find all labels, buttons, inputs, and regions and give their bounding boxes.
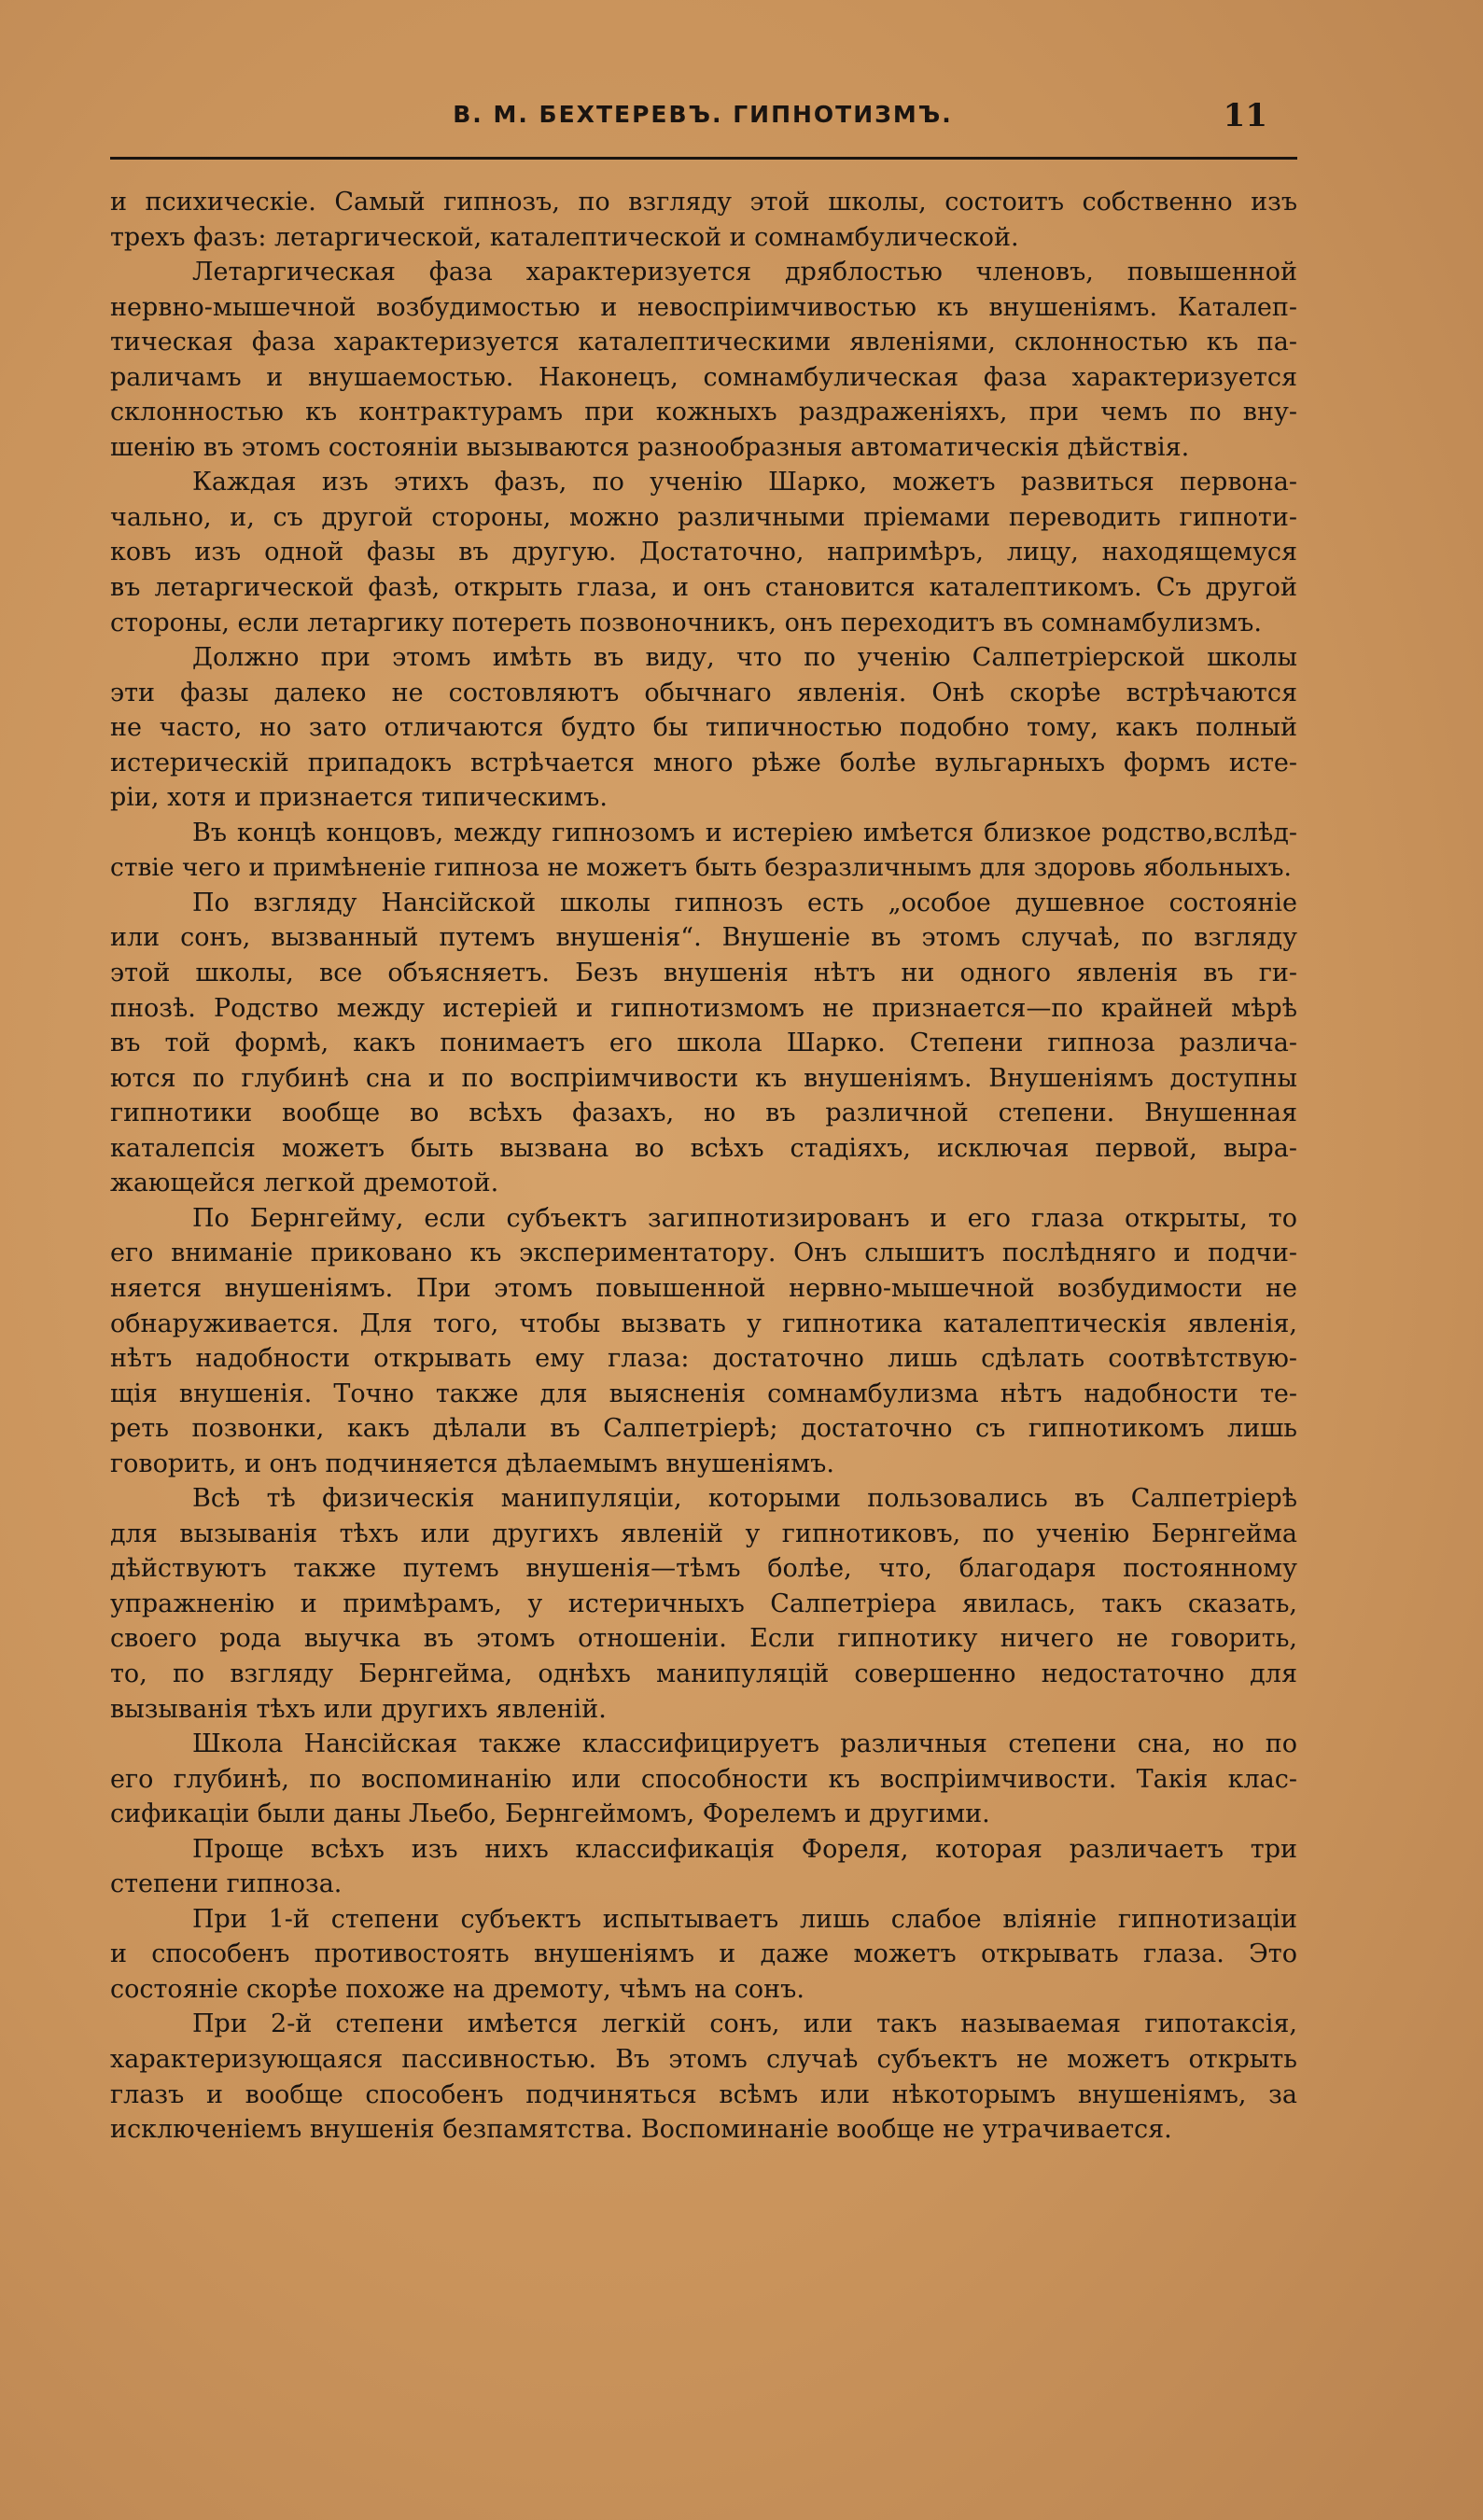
text-line: или сонъ, вызванный путемъ внушенія“. Внушеніе въ этомъ случаѣ, по взгляду [110,923,1297,953]
text-line: и способенъ противостоять внушеніямъ и даже можетъ открывать глаза. Это [110,1939,1297,1969]
text-line: обнаруживается. Для того, чтобы вызвать у гипнотика каталептическія явленія, [110,1309,1297,1338]
text-line: По взгляду Нансійской школы гипнозъ есть „особое душевное состояніе [192,888,1297,917]
text-line: гипнотики вообще во всѣхъ фазахъ, но въ различной степени. Внушенная [110,1099,1297,1128]
text-line: степени гипноза. [110,1869,343,1899]
text-line: его глубинѣ, по воспоминанію или способности къ воспріимчивости. Такія клас- [110,1764,1297,1794]
text-line: своего рода выучка въ этомъ отношеніи. Если гипнотику ничего не говорить, [110,1624,1297,1654]
text-line: шенію въ этомъ состояніи вызываются разнообразныя автоматическія дѣйствія. [110,432,1190,462]
text-line: состояніе скорѣе похоже на дремоту, чѣмъ на сонъ. [110,1974,804,2004]
text-line: Въ концѣ концовъ, между гипнозомъ и истеріею имѣется близкое родство,вслѣд- [192,818,1297,847]
text-line: ются по глубинѣ сна и по воспріимчивости къ внушеніямъ. Внушеніямъ доступны [110,1063,1297,1093]
text-line: въ той формѣ, какъ понимаетъ его школа Шарко. Степени гипноза различа- [110,1029,1297,1058]
text-line: ствіе чего и примѣненіе гипноза не можетъ быть безразличнымъ для здоровь ябольныхъ. [110,853,1292,883]
text-line: вызыванія тѣхъ или другихъ явленій. [110,1694,607,1724]
text-line: дѣйствуютъ также путемъ внушенія—тѣмъ болѣе, что, благодаря постоянному [110,1554,1297,1584]
text-line: склонностью къ контрактурамъ при кожныхъ раздраженіяхъ, при чемъ по вну- [110,398,1297,427]
text-line: для вызыванія тѣхъ или другихъ явленій у гипнотиковъ, по ученію Бернгейма [110,1519,1297,1548]
text-line: Каждая изъ этихъ фазъ, по ученію Шарко, можетъ развиться первона- [192,468,1297,497]
text-line: исключеніемъ внушенія безпамятства. Воспоминаніе вообще не утрачивается. [110,2115,1172,2145]
text-line: чально, и, съ другой стороны, можно различными пріемами переводить гипноти- [110,502,1297,532]
text-line: его вниманіе приковано къ экспериментатору. Онъ слышитъ послѣдняго и подчи- [110,1239,1297,1268]
text-line: раличамъ и внушаемостью. Наконецъ, сомнамбулическая фаза характеризуется [110,362,1297,392]
body-text [110,185,1297,2148]
text-line: этой школы, все объясняетъ. Безъ внушенія нѣтъ ни одного явленія въ ги- [110,959,1297,988]
text-line: Летаргическая фаза характеризуется дряблостью членовъ, повышенной [192,258,1297,287]
text-line: не часто, но зато отличаются будто бы типичностью подобно тому, какъ полный [110,713,1297,743]
text-line: При 2-й степени имѣется легкій сонъ, или такъ называемая гипотаксія, [192,2009,1297,2039]
text-line: тическая фаза характеризуется каталептическими явленіями, склонностью къ па- [110,328,1297,357]
text-line: характеризующаяся пассивностью. Въ этомъ случаѣ субъектъ не можетъ открыть [110,2044,1297,2074]
text-line: реть позвонки, какъ дѣлали въ Салпетріерѣ; достаточно съ гипнотикомъ лишь [110,1414,1297,1444]
text-line: глазъ и вообще способенъ подчиняться всѣмъ или нѣкоторымъ внушеніямъ, за [110,2079,1297,2109]
text-line: и психическіе. Самый гипнозъ, по взгляду этой школы, состоитъ собственно изъ [110,188,1297,217]
text-line: Должно при этомъ имѣть въ виду, что по ученію Салпетріерской школы [192,643,1297,673]
running-head-title: В. М. БЕХТЕРЕВЪ. ГИПНОТИЗМЪ. [453,101,953,128]
header-rule [110,157,1297,160]
text-line: эти фазы далеко не состовляютъ обычнаго явленія. Онѣ скорѣе встрѣчаются [110,678,1297,707]
text-line: ковъ изъ одной фазы въ другую. Достаточно, напримѣръ, лицу, находящемуся [110,538,1297,567]
text-line: нервно-мышечной возбудимостью и невоспріимчивостью къ внушеніямъ. Каталеп- [110,292,1297,322]
text-line: говорить, и онъ подчиняется дѣлаемымъ внушеніямъ. [110,1449,834,1478]
text-line: Проще всѣхъ изъ нихъ классификація Фореля, которая различаетъ три [192,1834,1297,1864]
text-line: упражненію и примѣрамъ, у истеричныхъ Салпетріера явилась, такъ сказать, [110,1589,1297,1618]
text-line: ріи, хотя и признается типическимъ. [110,783,608,813]
text-line: сификаціи были даны Льебо, Бернгеймомъ, Форелемъ и другими. [110,1799,990,1829]
text-line: истерическій припадокъ встрѣчается много рѣже болѣе вульгарныхъ формъ исте- [110,748,1297,777]
text-line: По Бернгейму, если субъектъ загипнотизированъ и его глаза открыты, то [192,1203,1297,1233]
text-line: нѣтъ надобности открывать ему глаза: достаточно лишь сдѣлать соотвѣтствую- [110,1344,1297,1374]
text-line: въ летаргической фазѣ, открыть глаза, и онъ становится каталептикомъ. Съ другой [110,573,1297,603]
text-line: стороны, если летаргику потереть позвоночникъ, онъ переходитъ въ сомнамбулизмъ. [110,608,1262,637]
text-line: трехъ фазъ: летаргической, каталептической и сомнамбулической. [110,222,1019,252]
running-head [110,97,1295,142]
text-line: каталепсія можетъ быть вызвана во всѣхъ стадіяхъ, исключая первой, выра- [110,1133,1297,1163]
page-number: 11 [1223,97,1267,134]
text-line: щія внушенія. Точно также для выясненія сомнамбулизма нѣтъ надобности те- [110,1379,1297,1408]
text-line: пнозѣ. Родство между истеріей и гипнотизмомъ не признается—по крайней мѣрѣ [110,993,1297,1023]
text-line: няется внушеніямъ. При этомъ повышенной нервно-мышечной возбудимости не [110,1273,1297,1303]
text-line: то, по взгляду Бернгейма, однѣхъ манипуляцій совершенно недостаточно для [110,1659,1297,1688]
text-line: Школа Нансійская также классифицируетъ различныя степени сна, но по [192,1729,1297,1759]
text-line: жающейся легкой дремотой. [110,1169,499,1198]
text-line: Всѣ тѣ физическія манипуляціи, которыми пользовались въ Салпетріерѣ [192,1484,1297,1514]
text-line: При 1-й степени субъектъ испытываетъ лишь слабое вліяніе гипнотизаціи [192,1904,1297,1934]
